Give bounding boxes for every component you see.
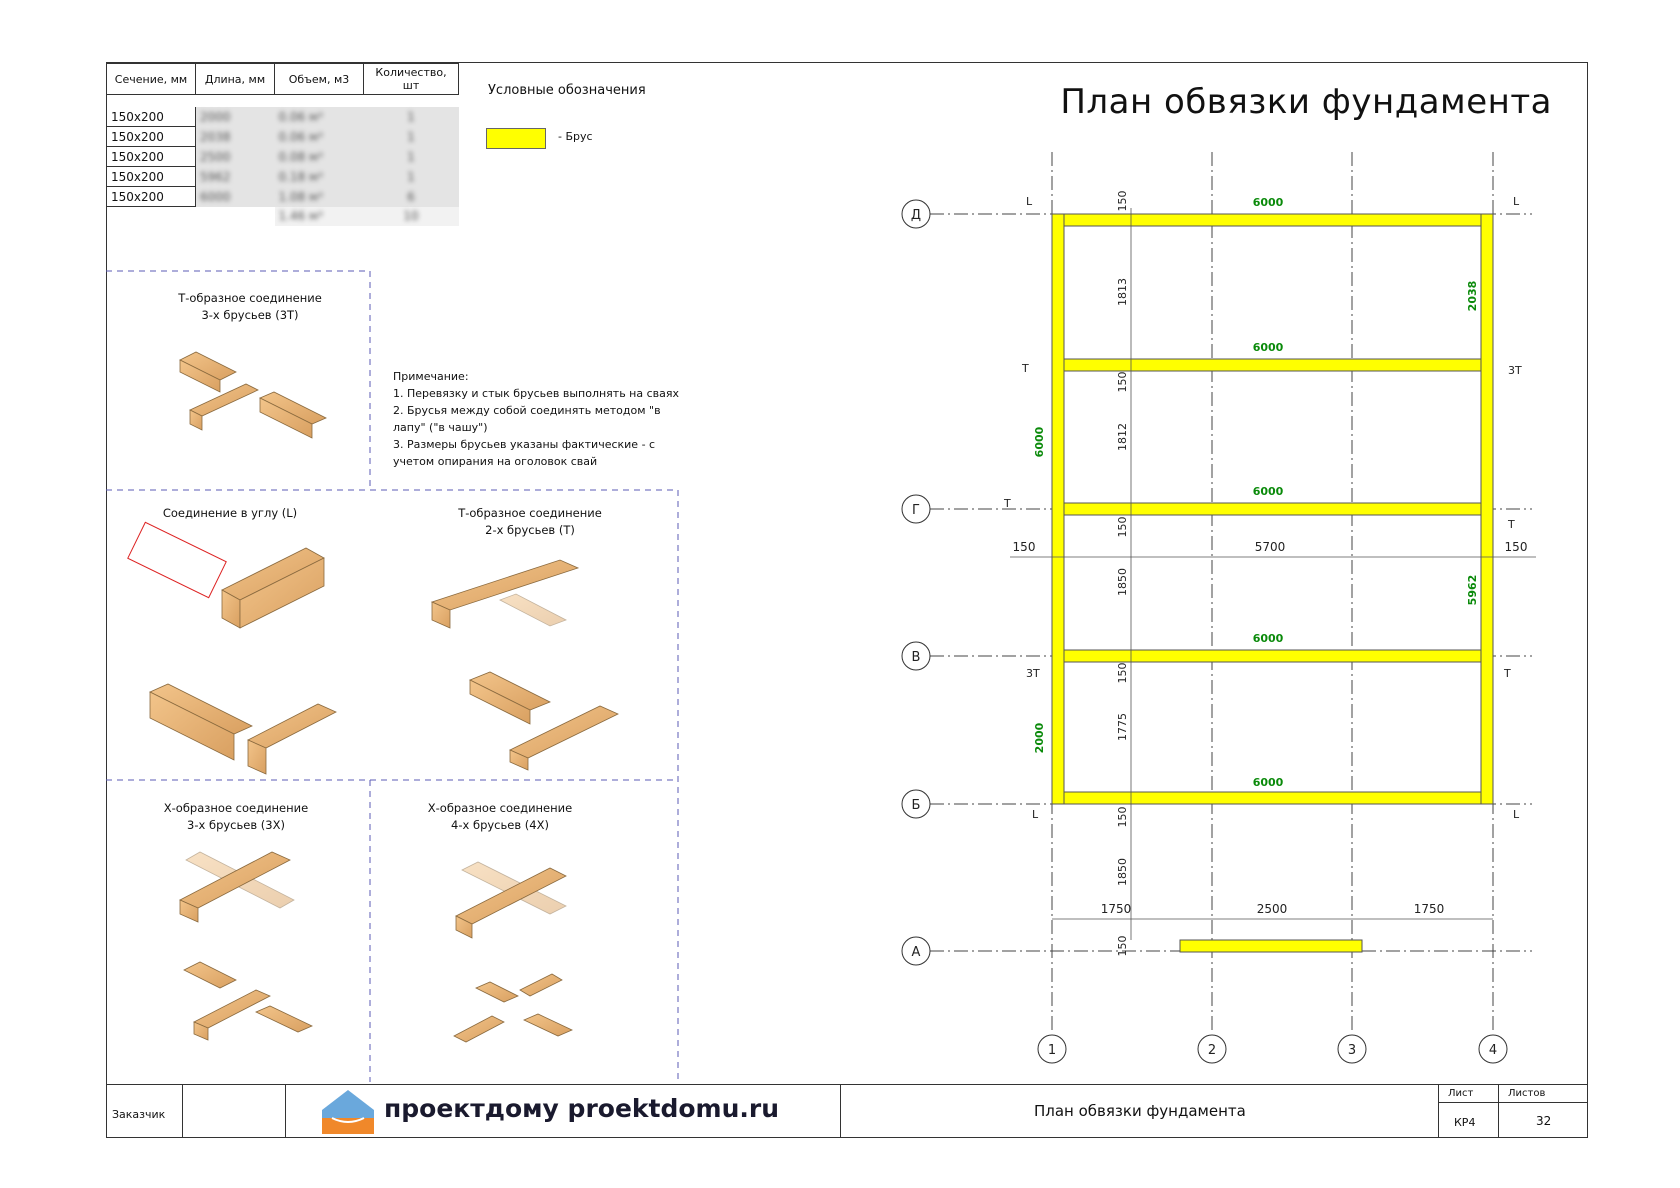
sheet-title: План обвязки фундамента — [1034, 1102, 1246, 1120]
stamp-divider — [285, 1084, 286, 1138]
row-section: 150x200 — [107, 127, 196, 147]
row-section: 150x200 — [107, 167, 196, 187]
col-axis-label: 4 — [1488, 1043, 1498, 1058]
note-line: 1. Перевязку и стык брусьев выполнять на сваях — [393, 387, 680, 400]
joint-label: L — [1026, 195, 1033, 208]
row-axis-label: Д — [910, 208, 922, 223]
row-qty: 6 — [407, 189, 415, 204]
side-length-left-lower: 2000 — [1033, 722, 1046, 754]
dim-horizontal-left: 150 — [1012, 540, 1036, 554]
dim-vertical: 1812 — [1116, 423, 1129, 451]
legend-title: Условные обозначения — [488, 83, 646, 98]
panel-4x-line1: Х-образное соединение — [427, 801, 573, 815]
side-length-right-upper: 2038 — [1466, 280, 1479, 312]
dim-vertical: 150 — [1116, 935, 1129, 957]
dim-bottom: 1750 — [1413, 902, 1445, 916]
dim-vertical: 150 — [1116, 806, 1129, 828]
dim-vertical: 150 — [1116, 516, 1129, 538]
row-volume: 0.18 м³ — [278, 169, 323, 184]
dim-vertical: 1775 — [1116, 713, 1129, 741]
col-header-volume: Объем, м3 — [275, 64, 364, 95]
stamp-divider — [182, 1084, 183, 1138]
col-header-section: Сечение, мм — [107, 64, 196, 95]
panel-corner-line1: Соединение в углу (L) — [162, 506, 298, 520]
row-axis-label: В — [911, 650, 921, 665]
joint-label: Т — [1004, 497, 1011, 510]
note-line: 2. Брусья между собой соединять методом "в — [393, 404, 661, 417]
row-length: 6000 — [200, 189, 231, 204]
legend-label: - Брус — [558, 130, 593, 143]
row-qty: 1 — [407, 149, 415, 164]
dim-horizontal-right: 150 — [1504, 540, 1528, 554]
stamp-top-line — [106, 1084, 1588, 1085]
joint-label: 3Т — [1026, 667, 1040, 680]
sheets-value: 32 — [1536, 1114, 1552, 1128]
panel-3t-line1: Т-образное соединение — [178, 291, 322, 305]
panel-4x-line2: 4-х брусьев (4Х) — [451, 818, 549, 832]
panel-t2-line1: Т-образное соединение — [458, 506, 602, 520]
beam-length-mid3: 6000 — [1252, 632, 1284, 645]
joint-label: L — [1513, 195, 1520, 208]
beam-length-mid1: 6000 — [1252, 341, 1284, 354]
joint-label: Т — [1022, 362, 1029, 375]
sheet-value: КР4 — [1454, 1116, 1476, 1129]
panel-t2-line2: 2-х брусьев (Т) — [485, 523, 575, 537]
stamp-divider — [1438, 1084, 1439, 1138]
dim-vertical: 1850 — [1116, 858, 1129, 886]
beam-length-mid2: 6000 — [1252, 485, 1284, 498]
col-header-qty: Количество, шт — [364, 64, 459, 95]
row-axis-label: А — [911, 945, 921, 960]
note-line: учетом опирания на оголовок свай — [393, 455, 598, 468]
joint-label: Т — [1508, 518, 1515, 531]
panel-3x-line1: Х-образное соединение — [163, 801, 309, 815]
row-qty: 1 — [407, 109, 415, 124]
row-length: 2038 — [200, 129, 231, 144]
brand-logo-text: проектдому proektdomu.ru — [384, 1094, 780, 1123]
col-axis-label: 3 — [1347, 1043, 1357, 1058]
sheets-label: Листов — [1508, 1088, 1546, 1099]
row-volume: 0.06 м³ — [278, 109, 323, 124]
note-line: 3. Размеры брусьев указаны фактические - с — [393, 438, 656, 451]
side-length-right-lower: 5962 — [1466, 574, 1479, 606]
note-line: Примечание: — [393, 370, 469, 383]
row-length: 5962 — [200, 169, 231, 184]
joint-label: L — [1032, 808, 1039, 821]
joint-label: 3Т — [1508, 364, 1522, 377]
sheet-label: Лист — [1448, 1088, 1474, 1099]
col-axis-label: 1 — [1047, 1043, 1057, 1058]
dim-vertical: 150 — [1116, 371, 1129, 393]
col-axis-label: 2 — [1207, 1043, 1217, 1058]
row-section: 150x200 — [107, 147, 196, 167]
joint-label: Т — [1504, 667, 1511, 680]
dim-vertical: 1813 — [1116, 278, 1129, 306]
row-qty: 1 — [407, 169, 415, 184]
row-length: 2000 — [200, 109, 231, 124]
row-axis-label: Б — [911, 798, 921, 813]
row-volume: 0.08 м³ — [278, 149, 323, 164]
row-volume: 1.08 м³ — [278, 189, 323, 204]
dim-bottom: 2500 — [1256, 902, 1288, 916]
row-length: 2500 — [200, 149, 231, 164]
stamp-divider — [1438, 1102, 1588, 1103]
panel-3t-line2: 3-х брусьев (3Т) — [201, 308, 299, 322]
dim-bottom: 1750 — [1100, 902, 1132, 916]
dim-vertical: 150 — [1116, 190, 1129, 212]
dim-horizontal-span: 5700 — [1254, 540, 1286, 554]
row-qty: 1 — [407, 129, 415, 144]
page-title: План обвязки фундамента — [1060, 82, 1552, 122]
stamp-divider — [840, 1084, 841, 1138]
total-volume: 1.46 м³ — [278, 209, 323, 224]
house-logo-icon — [320, 1088, 376, 1136]
beam-length-bottom: 6000 — [1252, 776, 1284, 789]
row-section: 150x200 — [107, 187, 196, 207]
row-axis-label: Г — [912, 503, 920, 518]
beam-length-top: 6000 — [1252, 196, 1284, 209]
col-header-length: Длина, мм — [196, 64, 275, 95]
row-volume: 0.06 м³ — [278, 129, 323, 144]
stamp-divider — [1498, 1084, 1499, 1138]
note-line: лапу" ("в чашу") — [393, 421, 488, 434]
dim-vertical: 150 — [1116, 662, 1129, 684]
total-qty: 10 — [403, 209, 419, 224]
customer-label: Заказчик — [112, 1108, 166, 1121]
panel-3x-line2: 3-х брусьев (3Х) — [187, 818, 285, 832]
dim-vertical: 1850 — [1116, 568, 1129, 596]
side-length-left-upper: 6000 — [1033, 426, 1046, 458]
row-section: 150x200 — [107, 107, 196, 127]
joint-label: L — [1513, 808, 1520, 821]
